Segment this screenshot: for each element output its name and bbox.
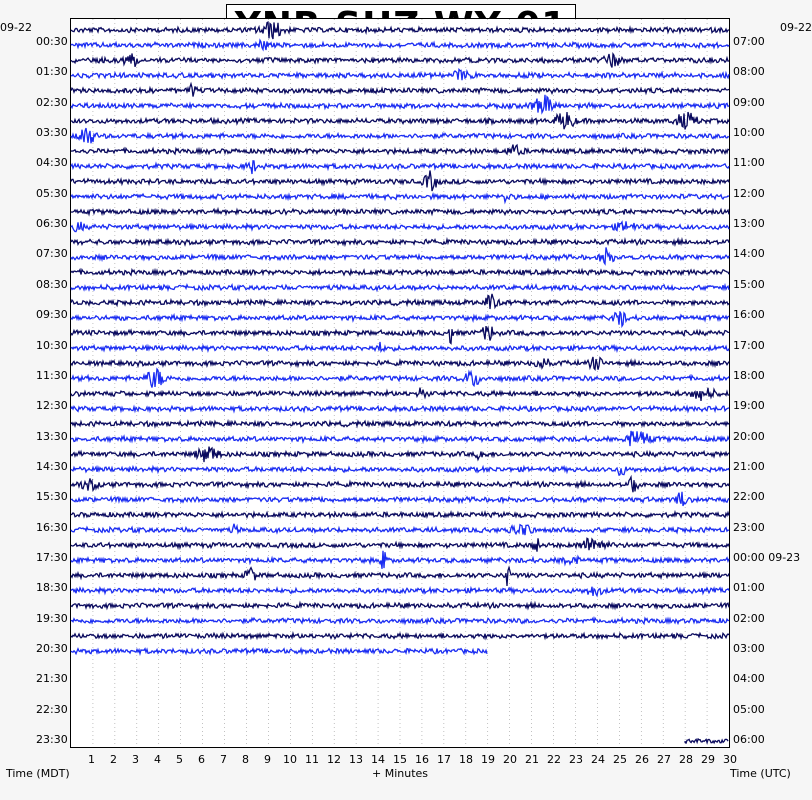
x-tick-label: 3 [132, 753, 139, 766]
x-tick-label: 16 [415, 753, 429, 766]
seismic-trace-33 [71, 512, 729, 517]
seismic-trace-2 [71, 40, 729, 50]
left-time-label: 11:30 [36, 368, 68, 382]
seismic-trace-15 [71, 239, 729, 244]
right-time-label: 15:00 [733, 277, 765, 291]
seismic-trace-11 [71, 171, 729, 192]
right-time-label: 02:00 [733, 611, 765, 625]
x-tick-label: 6 [198, 753, 205, 766]
x-tick-label: 15 [393, 753, 407, 766]
left-time-label: 14:30 [36, 459, 68, 473]
x-tick-label: 28 [679, 753, 693, 766]
left-time-label: 05:30 [36, 186, 68, 200]
x-tick-label: 12 [327, 753, 341, 766]
x-tick-label: 22 [547, 753, 561, 766]
right-time-label: 07:00 [733, 35, 765, 48]
seismic-trace-21 [71, 326, 729, 343]
left-time-label: 16:30 [36, 520, 68, 534]
left-time-label: 10:30 [36, 338, 68, 352]
right-time-label: 22:00 [733, 490, 765, 504]
right-time-label: 20:00 [733, 429, 765, 443]
x-tick-label: 9 [264, 753, 271, 766]
left-time-label: 06:30 [36, 217, 68, 231]
x-tick-label: 5 [176, 753, 183, 766]
right-time-label: 19:00 [733, 399, 765, 413]
seismic-trace-25 [71, 388, 729, 401]
right-time-label: 10:00 [733, 126, 765, 140]
seismic-trace-5 [71, 84, 729, 97]
right-time-label: 04:00 [733, 672, 765, 686]
left-time-label: 19:30 [36, 611, 68, 625]
x-tick-label: 24 [591, 753, 605, 766]
x-tick-label: 4 [154, 753, 161, 766]
x-tick-label: 26 [635, 753, 649, 766]
x-tick-label: 29 [701, 753, 715, 766]
left-time-label: 22:30 [36, 702, 68, 716]
seismic-trace-27 [71, 421, 729, 426]
x-tick-label: 1 [88, 753, 95, 766]
x-tick-label: 25 [613, 753, 627, 766]
x-tick-label: 23 [569, 753, 583, 766]
x-tick-label: 11 [305, 753, 319, 766]
right-time-label: 23:00 [733, 520, 765, 534]
right-time-label: 21:00 [733, 459, 765, 473]
x-tick-label: 13 [349, 753, 363, 766]
seismic-trace-42 [71, 649, 487, 654]
left-time-label: 23:30 [36, 733, 68, 747]
x-tick-label: 20 [503, 753, 517, 766]
left-time-label: 15:30 [36, 490, 68, 504]
right-time-label: 00:00 09-23 [733, 550, 801, 564]
x-tick-label: 8 [242, 753, 249, 766]
x-tick-label: 30 [723, 753, 737, 766]
seismic-trace-13 [71, 209, 729, 214]
x-tick-label: 21 [525, 753, 539, 766]
x-tick-label: 10 [283, 753, 297, 766]
x-tick-label: 18 [459, 753, 473, 766]
right-time-label: 17:00 [733, 338, 765, 352]
right-time-label: 03:00 [733, 642, 765, 655]
seismic-trace-17 [71, 270, 729, 275]
seismic-trace-19 [71, 294, 729, 309]
left-axis-label: Time (MDT) [6, 767, 70, 780]
right-time-label: 12:00 [733, 186, 765, 200]
helicorder-plot-area [70, 18, 730, 748]
helicorder-svg [71, 19, 729, 747]
right-time-label: 11:00 [733, 156, 765, 170]
x-tick-label: 14 [371, 753, 385, 766]
seismic-trace-14 [71, 221, 729, 231]
left-time-label: 09:30 [36, 308, 68, 322]
seismic-trace-fragment [685, 739, 728, 743]
seismic-trace-34 [71, 524, 729, 535]
right-time-label: 05:00 [733, 702, 765, 716]
seismic-trace-7 [71, 112, 729, 129]
seismic-trace-30 [71, 467, 729, 475]
right-axis-label: Time (UTC) [730, 767, 791, 780]
x-tick-label: 7 [220, 753, 227, 766]
date-label-left: 09-22 [0, 21, 32, 34]
seismic-trace-40 [71, 618, 729, 624]
x-tick-label: 2 [110, 753, 117, 766]
right-time-label: 01:00 [733, 581, 765, 595]
seismic-trace-26 [71, 406, 729, 411]
left-time-label: 04:30 [36, 156, 68, 170]
left-time-label: 01:30 [36, 65, 68, 79]
x-tick-label: 27 [657, 753, 671, 766]
seismic-trace-1 [71, 22, 729, 39]
seismic-trace-35 [71, 538, 729, 551]
right-time-label: 06:00 [733, 733, 765, 747]
left-time-label: 00:30 [36, 35, 68, 48]
left-time-label: 12:30 [36, 399, 68, 413]
right-time-label: 14:00 [733, 247, 765, 261]
right-time-label: 18:00 [733, 368, 765, 382]
x-tick-label: 19 [481, 753, 495, 766]
left-time-label: 13:30 [36, 429, 68, 443]
left-time-label: 18:30 [36, 581, 68, 595]
right-time-label: 09:00 [733, 95, 765, 109]
left-time-label: 08:30 [36, 277, 68, 291]
left-time-label: 07:30 [36, 247, 68, 261]
left-time-label: 03:30 [36, 126, 68, 140]
left-time-label: 17:30 [36, 550, 68, 564]
right-time-label: 16:00 [733, 308, 765, 322]
seismic-trace-8 [71, 128, 729, 143]
x-axis-label: + Minutes [372, 767, 429, 780]
right-time-label: 08:00 [733, 65, 765, 79]
x-tick-label: 17 [437, 753, 451, 766]
left-time-label: 20:30 [36, 642, 68, 655]
left-time-label: 21:30 [36, 672, 68, 686]
seismic-trace-9 [71, 145, 729, 155]
left-time-label: 02:30 [36, 95, 68, 109]
date-label-right: 09-22 [780, 21, 812, 34]
right-time-label: 13:00 [733, 217, 765, 231]
